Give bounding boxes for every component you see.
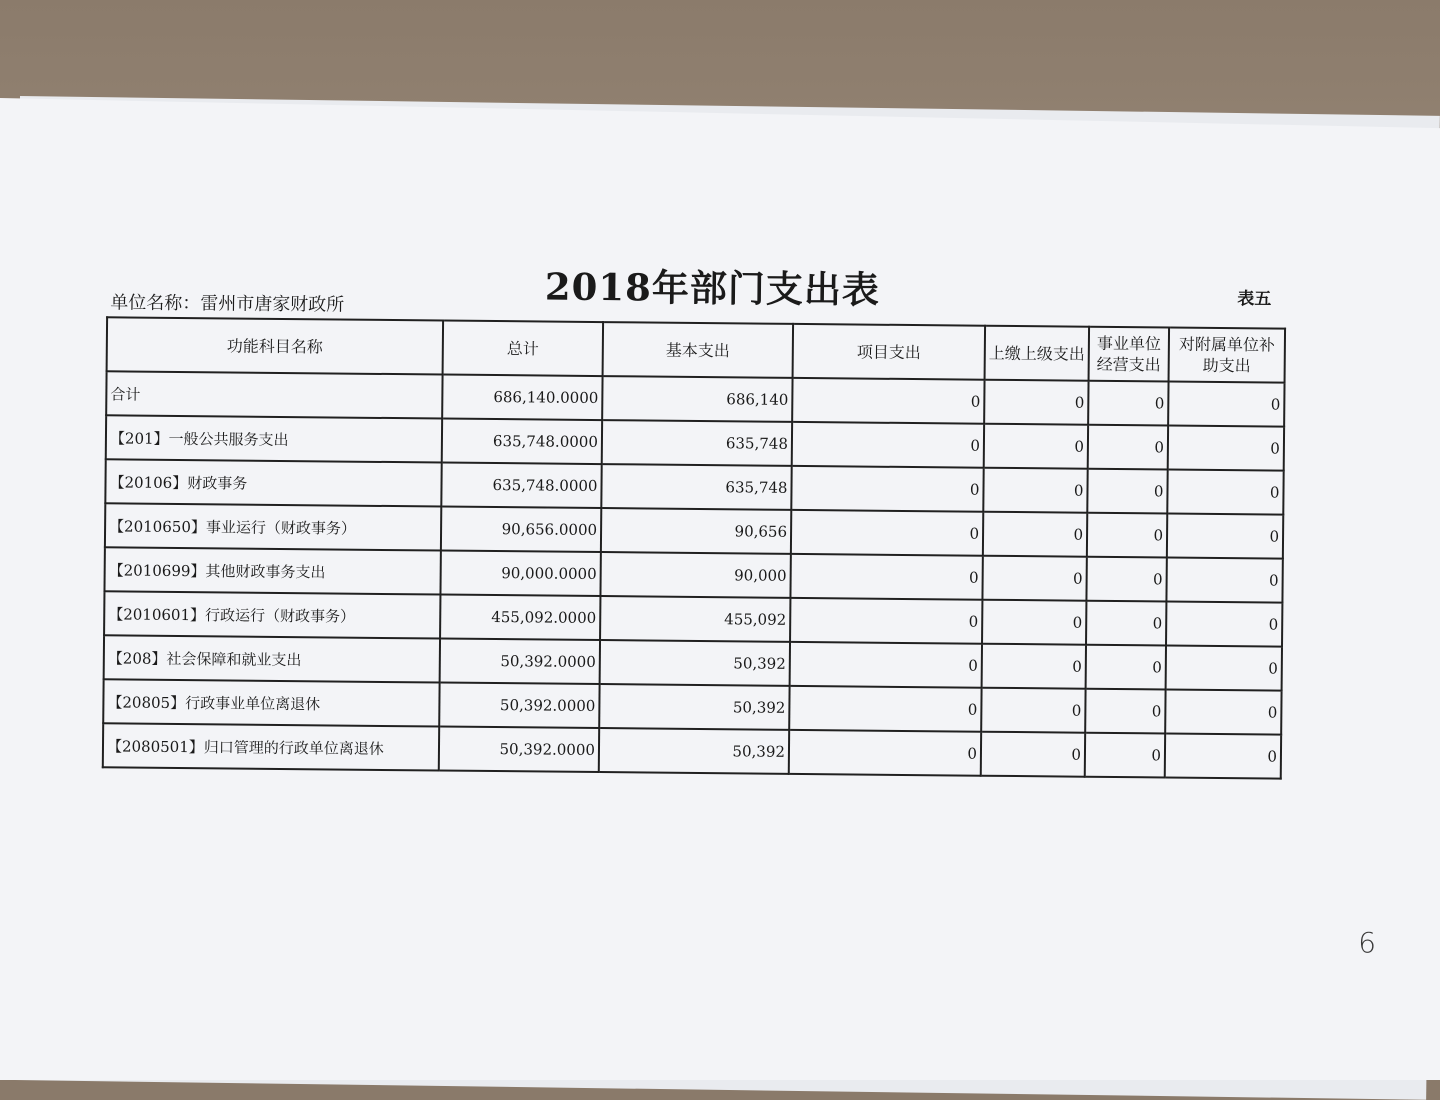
cell-item-name: 【208】社会保障和就业支出 — [104, 635, 440, 682]
cell-total: 50,392.0000 — [439, 727, 599, 773]
cell-business: 0 — [1085, 733, 1165, 778]
cell-item-name: 【2080501】归口管理的行政单位离退休 — [103, 723, 439, 770]
cell-item-name: 【20106】财政事务 — [105, 459, 441, 506]
cell-item-name: 【20805】行政事业单位离退休 — [103, 679, 439, 726]
cell-business: 0 — [1086, 557, 1166, 602]
cell-subsidy: 0 — [1166, 645, 1282, 690]
cell-total: 50,392.0000 — [439, 683, 599, 729]
cell-basic: 50,392 — [599, 728, 789, 774]
cell-item-name: 合计 — [106, 371, 442, 418]
table-body — [103, 371, 1285, 778]
cell-business: 0 — [1087, 469, 1167, 514]
header-business: 事业单位经营支出 — [1089, 327, 1170, 382]
cell-subsidy: 0 — [1165, 733, 1281, 778]
cell-project: 0 — [792, 422, 984, 468]
cell-project: 0 — [791, 466, 983, 512]
cell-upper: 0 — [983, 468, 1087, 513]
header-project: 项目支出 — [793, 324, 986, 380]
cell-subsidy: 0 — [1166, 601, 1282, 646]
cell-upper: 0 — [981, 732, 1085, 777]
cell-total: 90,656.0000 — [441, 507, 601, 553]
cell-project: 0 — [790, 642, 982, 688]
cell-upper: 0 — [982, 644, 1086, 689]
header-upper: 上缴上级支出 — [985, 326, 1090, 381]
cell-project: 0 — [790, 554, 982, 600]
cell-item-name: 【2010699】其他财政事务支出 — [104, 547, 440, 594]
expenditure-table — [102, 316, 1286, 779]
page-number: 6 — [1358, 926, 1377, 960]
cell-total: 455,092.0000 — [440, 595, 600, 641]
cell-business: 0 — [1085, 689, 1165, 734]
cell-total: 686,140.0000 — [442, 375, 602, 421]
cell-basic: 50,392 — [599, 684, 789, 730]
cell-basic: 635,748 — [601, 464, 791, 510]
cell-item-name: 【2010650】事业运行（财政事务） — [105, 503, 441, 550]
cell-subsidy: 0 — [1168, 381, 1284, 426]
cell-business: 0 — [1088, 425, 1168, 470]
cell-basic: 50,392 — [600, 640, 790, 686]
header-subsidy: 对附属单位补助支出 — [1169, 327, 1286, 382]
document-title: 2018年部门支出表 — [544, 264, 881, 312]
cell-basic: 90,000 — [600, 552, 790, 598]
header-basic: 基本支出 — [603, 322, 794, 378]
cell-basic: 686,140 — [602, 376, 792, 422]
cell-business: 0 — [1087, 513, 1167, 558]
cell-subsidy: 0 — [1167, 513, 1283, 558]
cell-project: 0 — [790, 598, 982, 644]
cell-project: 0 — [792, 378, 984, 424]
header-item-name: 功能科目名称 — [107, 317, 444, 374]
cell-business: 0 — [1086, 645, 1166, 690]
table-number: 表五 — [1237, 289, 1272, 310]
cell-project: 0 — [789, 730, 981, 776]
cell-upper: 0 — [984, 380, 1088, 425]
cell-subsidy: 0 — [1167, 469, 1283, 514]
header-total: 总计 — [443, 321, 604, 377]
cell-item-name: 【2010601】行政运行（财政事务） — [104, 591, 440, 638]
cell-item-name: 【201】一般公共服务支出 — [106, 415, 442, 462]
cell-subsidy: 0 — [1168, 425, 1284, 470]
cell-upper: 0 — [981, 688, 1085, 733]
cell-subsidy: 0 — [1165, 689, 1281, 734]
cell-project: 0 — [789, 686, 981, 732]
cell-subsidy: 0 — [1166, 557, 1282, 602]
cell-business: 0 — [1086, 601, 1166, 646]
cell-total: 90,000.0000 — [440, 551, 600, 597]
cell-basic: 635,748 — [602, 420, 792, 466]
cell-upper: 0 — [984, 424, 1088, 469]
cell-total: 635,748.0000 — [442, 419, 602, 465]
cell-total: 635,748.0000 — [441, 463, 601, 509]
cell-business: 0 — [1088, 381, 1168, 426]
cell-basic: 455,092 — [600, 596, 790, 642]
cell-upper: 0 — [982, 556, 1086, 601]
cell-upper: 0 — [983, 512, 1087, 557]
cell-basic: 90,656 — [601, 508, 791, 554]
cell-upper: 0 — [982, 600, 1086, 645]
cell-total: 50,392.0000 — [440, 639, 600, 685]
cell-project: 0 — [791, 510, 983, 556]
unit-name: 单位名称：雷州市唐家财政所 — [110, 292, 345, 316]
